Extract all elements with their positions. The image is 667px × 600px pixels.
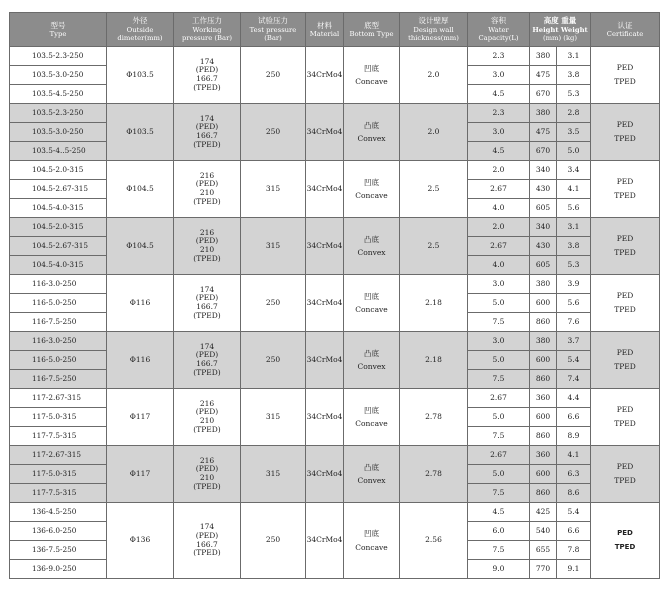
header-outside-diameter: 外径 Outside dimeter(mm) — [107, 13, 174, 47]
cell-material: 34CrMo4 — [306, 275, 344, 332]
cell-material: 34CrMo4 — [306, 332, 344, 389]
bottom-type-en: Convex — [357, 248, 386, 257]
cell-height: 600 — [530, 351, 557, 370]
cell-height: 380 — [530, 104, 557, 123]
cell-weight: 5.6 — [557, 294, 591, 313]
cell-test-pressure: 250 — [241, 503, 306, 579]
bottom-type-zh: 凹底 — [364, 63, 379, 73]
working-pressure-ped-value: 216 — [199, 227, 215, 237]
cell-weight: 2.8 — [557, 104, 591, 123]
cell-material: 34CrMo4 — [306, 218, 344, 275]
working-pressure-tped-value: 166.7 — [196, 539, 218, 549]
cell-water-capacity: 5.0 — [468, 408, 530, 427]
cell-type: 116-7.5-250 — [10, 313, 107, 332]
cell-outside-diameter: Φ104.5 — [107, 218, 174, 275]
working-pressure-ped-value: 174 — [199, 113, 215, 123]
cell-water-capacity: 2.67 — [468, 237, 530, 256]
cell-design-wall-thickness: 2.0 — [400, 47, 468, 104]
cell-material: 34CrMo4 — [306, 446, 344, 503]
cell-weight: 3.9 — [557, 275, 591, 294]
bottom-type-zh: 凹底 — [364, 405, 379, 415]
spec-table-body — [10, 47, 660, 579]
certificate-tped: TPED — [614, 476, 636, 485]
cell-water-capacity: 7.5 — [468, 427, 530, 446]
header-bottom-type: 底型 Bottom Type — [344, 13, 400, 47]
cell-water-capacity: 5.0 — [468, 294, 530, 313]
working-pressure-ped-value: 174 — [199, 56, 215, 66]
cell-water-capacity: 2.3 — [468, 104, 530, 123]
cell-weight: 3.1 — [557, 47, 591, 66]
cell-type: 117-5.0-315 — [10, 408, 107, 427]
cell-water-capacity: 3.0 — [468, 275, 530, 294]
working-pressure-ped-value: 216 — [199, 398, 215, 408]
cell-weight: 5.3 — [557, 256, 591, 275]
cell-height: 380 — [530, 47, 557, 66]
cell-working-pressure — [174, 218, 241, 275]
cell-certificate — [591, 332, 660, 389]
cell-weight: 4.1 — [557, 446, 591, 465]
bottom-type-zh: 凹底 — [364, 177, 379, 187]
bottom-type-en: Concave — [355, 419, 388, 428]
cylinder-spec-table — [9, 12, 660, 579]
cell-type: 103.5-2.3-250 — [10, 104, 107, 123]
cell-type: 104.5-4.0-315 — [10, 199, 107, 218]
certificate-ped: PED — [616, 404, 634, 414]
cell-water-capacity: 2.67 — [468, 446, 530, 465]
cell-water-capacity: 3.0 — [468, 123, 530, 142]
cell-water-capacity: 2.67 — [468, 180, 530, 199]
cell-weight: 3.8 — [557, 237, 591, 256]
working-pressure-tped-value: 210 — [199, 416, 215, 425]
cell-height: 860 — [530, 370, 557, 389]
cell-weight: 3.7 — [557, 332, 591, 351]
cell-test-pressure: 315 — [241, 446, 306, 503]
cell-height: 860 — [530, 484, 557, 503]
cell-working-pressure — [174, 332, 241, 389]
cell-water-capacity: 7.5 — [468, 484, 530, 503]
cell-water-capacity: 2.0 — [468, 218, 530, 237]
cell-water-capacity: 2.0 — [468, 161, 530, 180]
cell-water-capacity: 7.5 — [468, 313, 530, 332]
cell-bottom-type — [344, 104, 400, 161]
working-pressure-tped-label: (TPED) — [193, 196, 221, 206]
working-pressure-tped-value: 210 — [199, 245, 215, 254]
certificate-tped: TPED — [614, 542, 636, 551]
cell-height: 600 — [530, 408, 557, 427]
cell-water-capacity: 2.67 — [468, 389, 530, 408]
cell-height: 770 — [530, 560, 557, 579]
cell-outside-diameter: Φ103.5 — [107, 104, 174, 161]
cell-weight: 6.6 — [557, 522, 591, 541]
cell-weight: 3.4 — [557, 161, 591, 180]
cell-certificate — [591, 104, 660, 161]
cell-weight: 3.1 — [557, 218, 591, 237]
cell-height: 605 — [530, 256, 557, 275]
working-pressure-ped-value: 174 — [199, 522, 215, 532]
working-pressure-tped-label: (TPED) — [193, 548, 221, 558]
working-pressure-ped-label: (PED) — [195, 122, 219, 132]
cell-water-capacity: 4.0 — [468, 256, 530, 275]
cell-bottom-type — [344, 275, 400, 332]
working-pressure-ped-label: (PED) — [195, 530, 219, 540]
cell-water-capacity: 7.5 — [468, 370, 530, 389]
cell-bottom-type — [344, 503, 400, 579]
cell-outside-diameter: Φ117 — [107, 446, 174, 503]
certificate-ped: PED — [616, 347, 634, 357]
cell-type: 116-3.0-250 — [10, 332, 107, 351]
cell-type: 103.5-3.0-250 — [10, 66, 107, 85]
cell-test-pressure: 250 — [241, 275, 306, 332]
header-type: 型号 Type — [10, 13, 107, 47]
cell-height: 670 — [530, 142, 557, 161]
cell-material: 34CrMo4 — [306, 503, 344, 579]
header-test-pressure: 试验压力 Test pressure (Bar) — [241, 13, 306, 47]
cell-height: 475 — [530, 123, 557, 142]
cell-type: 103.5-4.5-250 — [10, 85, 107, 104]
cell-outside-diameter: Φ116 — [107, 332, 174, 389]
header-row — [10, 13, 660, 47]
cell-test-pressure: 250 — [241, 104, 306, 161]
cell-design-wall-thickness: 2.5 — [400, 218, 468, 275]
cell-type: 136-7.5-250 — [10, 541, 107, 560]
cell-working-pressure — [174, 446, 241, 503]
cell-water-capacity: 7.5 — [468, 541, 530, 560]
cell-test-pressure: 250 — [241, 332, 306, 389]
cell-type: 104.5-2.67-315 — [10, 180, 107, 199]
cell-weight: 6.6 — [557, 408, 591, 427]
cell-water-capacity: 5.0 — [468, 351, 530, 370]
cell-material: 34CrMo4 — [306, 47, 344, 104]
cell-type: 116-5.0-250 — [10, 351, 107, 370]
cell-water-capacity: 4.5 — [468, 142, 530, 161]
bottom-type-zh: 凹底 — [364, 529, 379, 538]
cell-weight: 7.6 — [557, 313, 591, 332]
cell-certificate — [591, 47, 660, 104]
cell-height: 670 — [530, 85, 557, 104]
cell-outside-diameter: Φ103.5 — [107, 47, 174, 104]
cell-design-wall-thickness: 2.18 — [400, 275, 468, 332]
header-design-wall-thickness: 设计壁厚 Design wall thickness(mm) — [400, 13, 468, 47]
working-pressure-tped-value: 166.7 — [196, 74, 218, 83]
certificate-ped: PED — [616, 290, 634, 300]
certificate-tped: TPED — [614, 134, 636, 143]
cell-height: 605 — [530, 199, 557, 218]
cell-type: 103.5-4..5-250 — [10, 142, 107, 161]
bottom-type-zh: 凸底 — [364, 348, 379, 358]
cell-height: 860 — [530, 313, 557, 332]
cell-water-capacity: 6.0 — [468, 522, 530, 541]
certificate-tped: TPED — [614, 191, 636, 200]
cell-bottom-type — [344, 47, 400, 104]
cell-type: 136-6.0-250 — [10, 522, 107, 541]
working-pressure-ped-label: (PED) — [195, 350, 219, 360]
cell-water-capacity: 9.0 — [468, 560, 530, 579]
cell-type: 116-5.0-250 — [10, 294, 107, 313]
certificate-ped: PED — [616, 461, 634, 471]
cell-working-pressure — [174, 503, 241, 579]
cell-type: 103.5-2.3-250 — [10, 47, 107, 66]
cell-design-wall-thickness: 2.56 — [400, 503, 468, 579]
cell-outside-diameter: Φ136 — [107, 503, 174, 579]
cell-type: 117-7.5-315 — [10, 427, 107, 446]
header-certificate: 认证 Certificate — [591, 13, 660, 47]
cell-material: 34CrMo4 — [306, 161, 344, 218]
certificate-tped: TPED — [614, 419, 636, 428]
working-pressure-tped-label: (TPED) — [193, 367, 221, 377]
bottom-type-zh: 凸底 — [364, 462, 379, 472]
working-pressure-ped-label: (PED) — [195, 179, 219, 189]
cell-type: 117-2.67-315 — [10, 389, 107, 408]
cell-weight: 5.0 — [557, 142, 591, 161]
cell-height: 655 — [530, 541, 557, 560]
header-material: 材料 Material — [306, 13, 344, 47]
cell-type: 104.5-2.67-315 — [10, 237, 107, 256]
working-pressure-tped-label: (TPED) — [193, 481, 221, 491]
certificate-ped: PED — [616, 119, 634, 129]
cell-bottom-type — [344, 161, 400, 218]
cell-bottom-type — [344, 332, 400, 389]
working-pressure-tped-value: 166.7 — [196, 302, 218, 311]
cell-material: 34CrMo4 — [306, 104, 344, 161]
working-pressure-tped-label: (TPED) — [193, 310, 221, 320]
cell-height: 475 — [530, 66, 557, 85]
cell-weight: 7.8 — [557, 541, 591, 560]
cell-outside-diameter: Φ117 — [107, 389, 174, 446]
cell-weight: 4.1 — [557, 180, 591, 199]
cell-certificate — [591, 161, 660, 218]
cell-weight: 9.1 — [557, 560, 591, 579]
cell-water-capacity: 4.5 — [468, 85, 530, 104]
table-row — [10, 275, 660, 294]
cell-material: 34CrMo4 — [306, 389, 344, 446]
table-row — [10, 446, 660, 465]
cell-bottom-type — [344, 218, 400, 275]
cell-water-capacity: 3.0 — [468, 332, 530, 351]
working-pressure-tped-value: 210 — [199, 188, 215, 197]
working-pressure-ped-label: (PED) — [195, 293, 219, 303]
certificate-ped: PED — [617, 529, 633, 538]
bottom-type-zh: 凸底 — [364, 120, 379, 130]
cell-bottom-type — [344, 446, 400, 503]
cell-weight: 5.3 — [557, 85, 591, 104]
table-row — [10, 104, 660, 123]
cell-water-capacity: 4.0 — [468, 199, 530, 218]
cell-design-wall-thickness: 2.5 — [400, 161, 468, 218]
table-row — [10, 161, 660, 180]
spec-table-container — [9, 12, 660, 579]
certificate-tped: TPED — [614, 305, 636, 314]
cell-working-pressure — [174, 389, 241, 446]
bottom-type-en: Concave — [355, 305, 388, 314]
cell-weight: 6.3 — [557, 465, 591, 484]
working-pressure-tped-label: (TPED) — [193, 424, 221, 434]
cell-type: 104.5-2.0-315 — [10, 218, 107, 237]
cell-water-capacity: 2.3 — [468, 47, 530, 66]
cell-weight: 5.4 — [557, 351, 591, 370]
cell-weight: 5.4 — [557, 503, 591, 522]
cell-height: 360 — [530, 389, 557, 408]
cell-water-capacity: 3.0 — [468, 66, 530, 85]
working-pressure-ped-label: (PED) — [195, 65, 219, 75]
cell-design-wall-thickness: 2.18 — [400, 332, 468, 389]
certificate-tped: TPED — [614, 362, 636, 371]
working-pressure-ped-value: 174 — [199, 284, 215, 294]
cell-certificate — [591, 446, 660, 503]
working-pressure-tped-label: (TPED) — [193, 253, 221, 263]
certificate-ped: PED — [616, 62, 634, 72]
cell-certificate — [591, 275, 660, 332]
cell-type: 116-3.0-250 — [10, 275, 107, 294]
table-row — [10, 503, 660, 522]
working-pressure-tped-value: 210 — [199, 473, 215, 482]
working-pressure-tped-label: (TPED) — [193, 139, 221, 149]
cell-working-pressure — [174, 161, 241, 218]
cell-working-pressure — [174, 275, 241, 332]
cell-type: 136-4.5-250 — [10, 503, 107, 522]
certificate-tped: TPED — [614, 248, 636, 257]
certificate-ped: PED — [616, 176, 634, 186]
cell-weight: 8.9 — [557, 427, 591, 446]
bottom-type-en: Concave — [355, 77, 388, 86]
working-pressure-ped-value: 216 — [199, 170, 215, 180]
cell-working-pressure — [174, 47, 241, 104]
working-pressure-tped-label: (TPED) — [193, 82, 221, 92]
cell-height: 380 — [530, 332, 557, 351]
table-row — [10, 47, 660, 66]
cell-height: 340 — [530, 161, 557, 180]
working-pressure-ped-value: 216 — [199, 455, 215, 465]
table-row — [10, 389, 660, 408]
cell-working-pressure — [174, 104, 241, 161]
bottom-type-en: Convex — [357, 362, 386, 371]
bottom-type-zh: 凹底 — [364, 291, 379, 301]
cell-weight: 3.5 — [557, 123, 591, 142]
header-working-pressure: 工作压力 Working pressure (Bar) — [174, 13, 241, 47]
bottom-type-en: Concave — [355, 191, 388, 200]
table-row — [10, 332, 660, 351]
working-pressure-ped-label: (PED) — [195, 236, 219, 246]
cell-certificate — [591, 503, 660, 579]
working-pressure-ped-value: 174 — [199, 341, 215, 351]
cell-test-pressure: 315 — [241, 218, 306, 275]
cell-height: 425 — [530, 503, 557, 522]
cell-design-wall-thickness: 2.0 — [400, 104, 468, 161]
cell-type: 117-7.5-315 — [10, 484, 107, 503]
cell-weight: 3.8 — [557, 66, 591, 85]
cell-type: 104.5-2.0-315 — [10, 161, 107, 180]
cell-height: 380 — [530, 275, 557, 294]
table-row — [10, 218, 660, 237]
cell-test-pressure: 250 — [241, 47, 306, 104]
cell-type: 116-7.5-250 — [10, 370, 107, 389]
cell-height: 540 — [530, 522, 557, 541]
cell-height: 360 — [530, 446, 557, 465]
cell-weight: 4.4 — [557, 389, 591, 408]
cell-height: 600 — [530, 294, 557, 313]
header-height-weight: 高度 重量 Height Weight (mm) (kg) — [530, 13, 591, 47]
cell-certificate — [591, 218, 660, 275]
cell-design-wall-thickness: 2.78 — [400, 446, 468, 503]
bottom-type-zh: 凸底 — [364, 234, 379, 244]
working-pressure-tped-value: 166.7 — [196, 359, 218, 368]
certificate-tped: TPED — [614, 77, 636, 86]
cell-outside-diameter: Φ104.5 — [107, 161, 174, 218]
cell-type: 117-2.67-315 — [10, 446, 107, 465]
cell-certificate — [591, 389, 660, 446]
cell-type: 104.5-4.0-315 — [10, 256, 107, 275]
cell-bottom-type — [344, 389, 400, 446]
cell-height: 600 — [530, 465, 557, 484]
working-pressure-ped-label: (PED) — [195, 407, 219, 417]
cell-type: 136-9.0-250 — [10, 560, 107, 579]
cell-design-wall-thickness: 2.78 — [400, 389, 468, 446]
cell-weight: 5.6 — [557, 199, 591, 218]
header-water-capacity: 容积 Water Capacity(L) — [468, 13, 530, 47]
cell-weight: 7.4 — [557, 370, 591, 389]
bottom-type-en: Convex — [357, 476, 386, 485]
cell-test-pressure: 315 — [241, 161, 306, 218]
cell-type: 103.5-3.0-250 — [10, 123, 107, 142]
cell-weight: 8.6 — [557, 484, 591, 503]
working-pressure-tped-value: 166.7 — [196, 131, 218, 140]
cell-height: 340 — [530, 218, 557, 237]
cell-type: 117-5.0-315 — [10, 465, 107, 484]
cell-height: 430 — [530, 180, 557, 199]
working-pressure-ped-label: (PED) — [195, 464, 219, 474]
cell-water-capacity: 4.5 — [468, 503, 530, 522]
certificate-ped: PED — [616, 233, 634, 243]
cell-water-capacity: 5.0 — [468, 465, 530, 484]
bottom-type-en: Concave — [355, 542, 388, 552]
cell-test-pressure: 315 — [241, 389, 306, 446]
bottom-type-en: Convex — [357, 134, 386, 143]
cell-outside-diameter: Φ116 — [107, 275, 174, 332]
cell-height: 430 — [530, 237, 557, 256]
cell-height: 860 — [530, 427, 557, 446]
